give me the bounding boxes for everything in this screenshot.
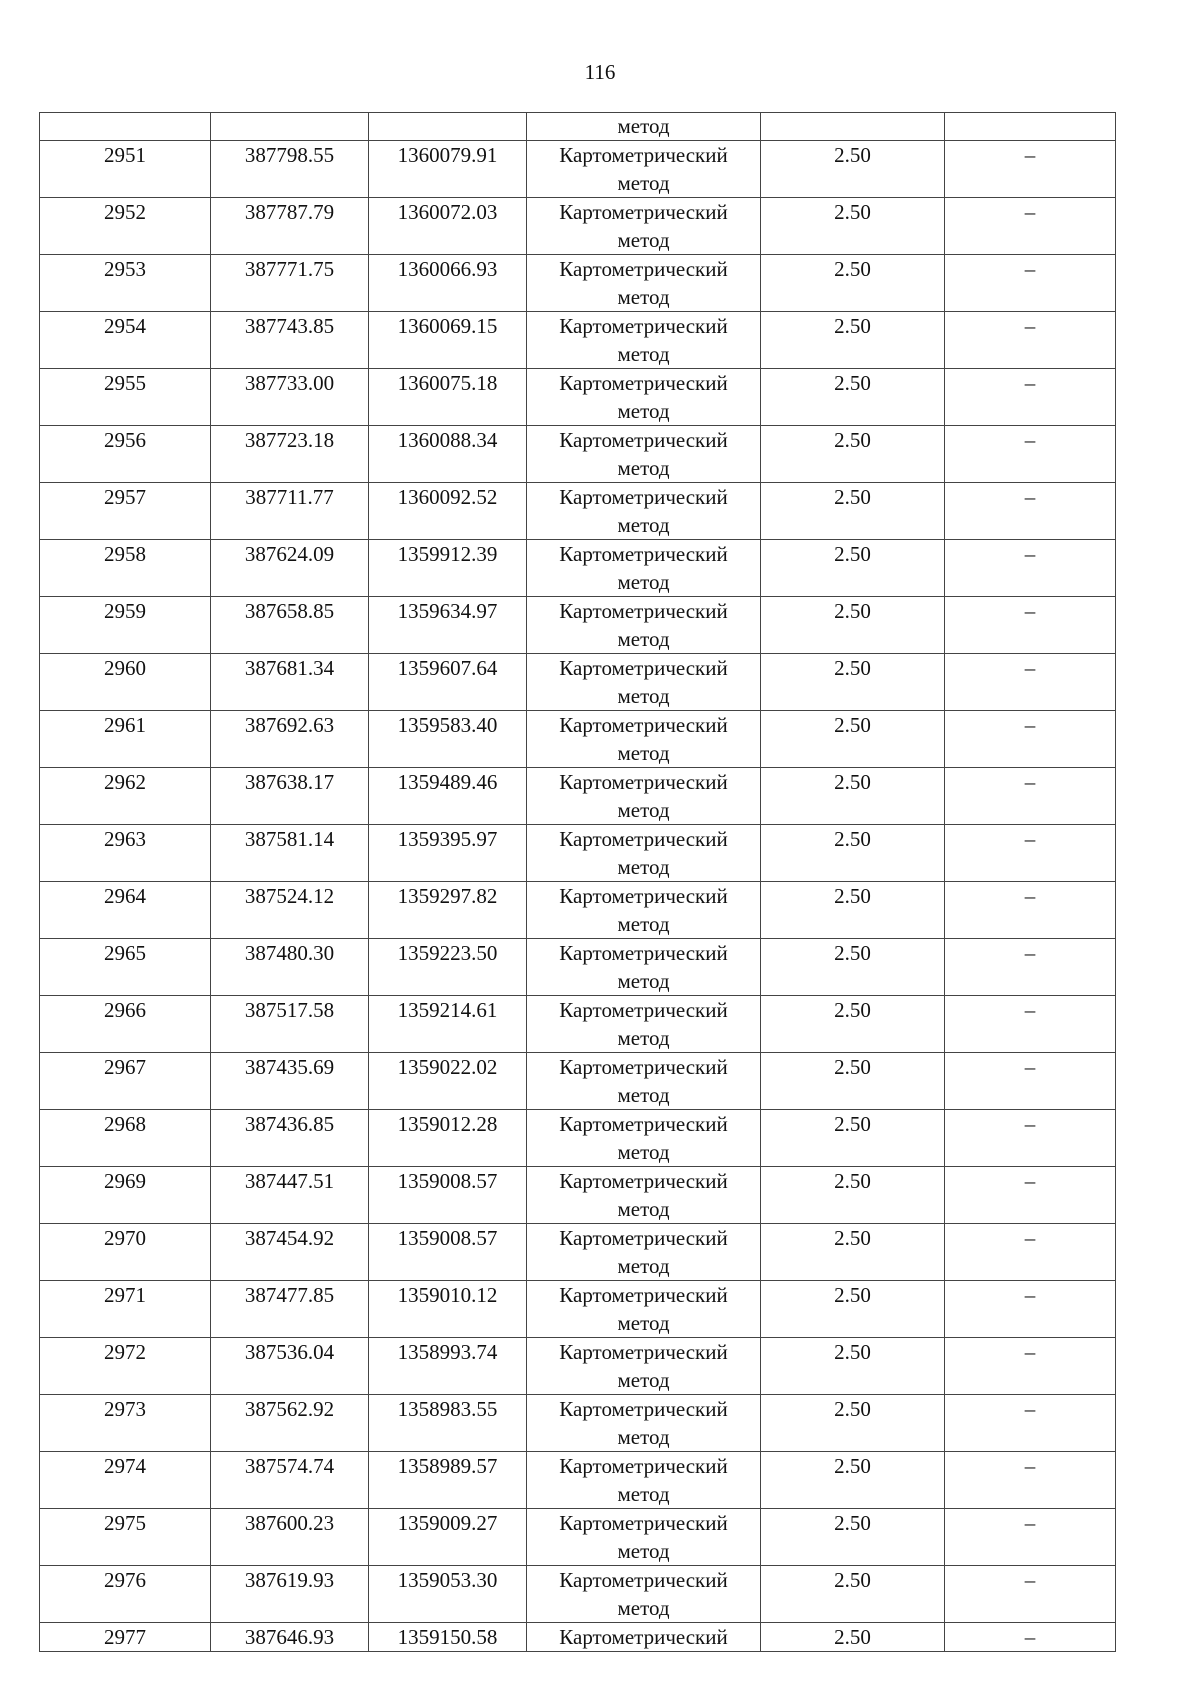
cell-y: 1359223.50 [369,939,527,996]
cell-note: – [945,825,1116,882]
cell-note: – [945,654,1116,711]
table-row [40,1110,1116,1167]
cell-point-number: 2958 [40,540,211,597]
cell-method [527,255,761,312]
cell-note: – [945,1452,1116,1509]
cell-accuracy: 2.50 [761,1452,945,1509]
cell-note: – [945,198,1116,255]
cell-accuracy: 2.50 [761,426,945,483]
cell-method [527,711,761,768]
table-row [40,1338,1116,1395]
cell-y [369,113,527,141]
cell-x: 387733.00 [211,369,369,426]
cell-point-number: 2970 [40,1224,211,1281]
cell-x: 387681.34 [211,654,369,711]
cell-point-number: 2955 [40,369,211,426]
method-line-1: Картометрический [559,998,728,1022]
cell-method [527,540,761,597]
table-row [40,369,1116,426]
cell-y: 1358993.74 [369,1338,527,1395]
cell-accuracy: 2.50 [761,1110,945,1167]
continuation-row [40,113,1116,141]
table-row [40,1224,1116,1281]
method-line-2: метод [617,570,670,594]
cell-note: – [945,996,1116,1053]
method-line-2: метод [617,1197,670,1221]
cell-y: 1359010.12 [369,1281,527,1338]
cell-note: – [945,483,1116,540]
table-row [40,825,1116,882]
cell-y: 1359022.02 [369,1053,527,1110]
method-line-2: метод [617,684,670,708]
cell-accuracy: 2.50 [761,1281,945,1338]
cell-method [527,996,761,1053]
cell-accuracy: 2.50 [761,1338,945,1395]
method-line-1: Картометрический [559,1055,728,1079]
cell-method [527,1566,761,1623]
cell-point-number: 2968 [40,1110,211,1167]
cell-x: 387574.74 [211,1452,369,1509]
table-row [40,483,1116,540]
cell-point-number: 2959 [40,597,211,654]
cell-accuracy: 2.50 [761,996,945,1053]
cell-y: 1359489.46 [369,768,527,825]
table-row [40,1395,1116,1452]
method-line-2: метод [617,456,670,480]
cell-y: 1359150.58 [369,1623,527,1652]
cell-accuracy: 2.50 [761,711,945,768]
cell-point-number: 2967 [40,1053,211,1110]
cell-x: 387646.93 [211,1623,369,1652]
cell-note: – [945,1167,1116,1224]
cell-method [527,483,761,540]
table-row [40,426,1116,483]
table-row [40,1566,1116,1623]
method-line-2: метод [617,1026,670,1050]
method-line-2: метод [617,1482,670,1506]
cell-note: – [945,1224,1116,1281]
cell-accuracy: 2.50 [761,540,945,597]
cell-x [211,113,369,141]
cell-note: – [945,1053,1116,1110]
method-line-1: Картометрический [559,656,728,680]
cell-accuracy [761,113,945,141]
cell-method [527,1338,761,1395]
cell-y: 1360075.18 [369,369,527,426]
cell-accuracy: 2.50 [761,1566,945,1623]
cell-note: – [945,540,1116,597]
cell-method [527,597,761,654]
method-line-2: метод [617,1425,670,1449]
method-line-1: Картометрический [559,143,728,167]
coordinates-table [39,112,1116,1652]
method-line-2: метод [617,399,670,423]
method-line-1: Картометрический [559,314,728,338]
cell-x: 387447.51 [211,1167,369,1224]
cell-accuracy: 2.50 [761,597,945,654]
cell-x: 387600.23 [211,1509,369,1566]
cell-y: 1359008.57 [369,1224,527,1281]
cell-point-number: 2975 [40,1509,211,1566]
cell-accuracy: 2.50 [761,654,945,711]
table-row [40,1509,1116,1566]
cell-note: – [945,255,1116,312]
cell-note: – [945,597,1116,654]
cell-point-number: 2972 [40,1338,211,1395]
cell-note: – [945,939,1116,996]
cell-method [527,1167,761,1224]
cell-y: 1359009.27 [369,1509,527,1566]
cell-x: 387658.85 [211,597,369,654]
table-row [40,1053,1116,1110]
method-line-2: метод [617,1596,670,1620]
table-row [40,255,1116,312]
cell-y: 1359607.64 [369,654,527,711]
method-line-1: Картометрический [559,599,728,623]
cell-point-number: 2966 [40,996,211,1053]
cell-x: 387436.85 [211,1110,369,1167]
cell-accuracy: 2.50 [761,1623,945,1652]
cell-y: 1360079.91 [369,141,527,198]
cell-x: 387581.14 [211,825,369,882]
method-line-1: Картометрический [559,1112,728,1136]
method-line-2: метод [617,1539,670,1563]
table-row [40,198,1116,255]
cell-point-number: 2974 [40,1452,211,1509]
cell-accuracy: 2.50 [761,1224,945,1281]
cell-note: – [945,1338,1116,1395]
cell-accuracy: 2.50 [761,825,945,882]
cell-y: 1358989.57 [369,1452,527,1509]
cell-accuracy: 2.50 [761,768,945,825]
cell-note: – [945,369,1116,426]
cell-note [945,113,1116,141]
cell-point-number: 2976 [40,1566,211,1623]
cell-point-number: 2963 [40,825,211,882]
cell-point-number: 2954 [40,312,211,369]
cell-point-number: 2971 [40,1281,211,1338]
cell-y: 1360088.34 [369,426,527,483]
cell-method [527,654,761,711]
cell-note: – [945,1566,1116,1623]
cell-y: 1359053.30 [369,1566,527,1623]
cell-method [527,939,761,996]
cell-point-number: 2960 [40,654,211,711]
cell-accuracy: 2.50 [761,483,945,540]
cell-method [527,312,761,369]
method-line-1: Картометрический [559,827,728,851]
cell-x: 387562.92 [211,1395,369,1452]
method-line-2: метод [617,228,670,252]
method-line-1: Картометрический [559,713,728,737]
method-line-1: Картометрический [559,884,728,908]
table-body [40,113,1116,1652]
method-line-1: Картометрический [559,257,728,281]
method-line-2: метод [617,855,670,879]
cell-x: 387798.55 [211,141,369,198]
cell-point-number: 2951 [40,141,211,198]
cell-note: – [945,312,1116,369]
table-row [40,312,1116,369]
method-line-2: метод [617,969,670,993]
cell-note: – [945,1509,1116,1566]
cell-x: 387711.77 [211,483,369,540]
cell-y: 1359012.28 [369,1110,527,1167]
table-row [40,597,1116,654]
cell-point-number: 2962 [40,768,211,825]
cell-accuracy: 2.50 [761,369,945,426]
method-line-1: Картометрический [559,1454,728,1478]
cell-point-number [40,113,211,141]
cell-point-number: 2964 [40,882,211,939]
cell-point-number: 2953 [40,255,211,312]
cell-x: 387524.12 [211,882,369,939]
cell-y: 1359395.97 [369,825,527,882]
cell-point-number: 2957 [40,483,211,540]
cell-method [527,1395,761,1452]
table-row [40,1281,1116,1338]
method-line-1: Картометрический [559,485,728,509]
cell-y: 1359583.40 [369,711,527,768]
method-line-2: метод [617,1368,670,1392]
cell-x: 387480.30 [211,939,369,996]
method-line-2: метод [617,171,670,195]
cell-accuracy: 2.50 [761,882,945,939]
cell-point-number: 2952 [40,198,211,255]
cell-x: 387435.69 [211,1053,369,1110]
cell-method [527,1623,761,1652]
cell-point-number: 2977 [40,1623,211,1652]
cell-x: 387787.79 [211,198,369,255]
cell-method [527,141,761,198]
cell-y: 1360069.15 [369,312,527,369]
method-line-1: Картометрический [559,200,728,224]
cell-x: 387692.63 [211,711,369,768]
cell-method [527,369,761,426]
cell-note: – [945,768,1116,825]
method-line-1: Картометрический [559,1625,728,1649]
cell-note: – [945,882,1116,939]
cell-note: – [945,426,1116,483]
cell-note: – [945,711,1116,768]
method-line-2: метод [617,342,670,366]
cell-y: 1359634.97 [369,597,527,654]
method-line-1: Картометрический [559,428,728,452]
cell-y: 1359008.57 [369,1167,527,1224]
method-line-2: метод [617,1140,670,1164]
cell-x: 387771.75 [211,255,369,312]
cell-x: 387638.17 [211,768,369,825]
cell-method [527,426,761,483]
method-line-2: метод [617,513,670,537]
cell-accuracy: 2.50 [761,1053,945,1110]
cell-method [527,1452,761,1509]
table-row [40,1167,1116,1224]
method-line-1: Картометрический [559,542,728,566]
cell-point-number: 2969 [40,1167,211,1224]
cell-method [527,198,761,255]
cell-y: 1360066.93 [369,255,527,312]
cell-y: 1359297.82 [369,882,527,939]
cell-accuracy: 2.50 [761,141,945,198]
cell-note: – [945,1281,1116,1338]
table-row [40,540,1116,597]
cell-point-number: 2965 [40,939,211,996]
method-line-1: Картометрический [559,1397,728,1421]
table-row [40,711,1116,768]
cell-method [527,1509,761,1566]
table-row [40,1623,1116,1652]
page-number: 116 [584,60,616,84]
method-line-1: Картометрический [559,941,728,965]
cell-note: – [945,1395,1116,1452]
cell-method [527,1224,761,1281]
cell-method [527,768,761,825]
table-row [40,1452,1116,1509]
cell-accuracy: 2.50 [761,198,945,255]
cell-method [527,1053,761,1110]
cell-y: 1359912.39 [369,540,527,597]
method-line-2: метод [617,627,670,651]
cell-accuracy: 2.50 [761,1509,945,1566]
method-line-2: метод [617,912,670,936]
cell-point-number: 2961 [40,711,211,768]
cell-note: – [945,141,1116,198]
method-line-2: метод [617,798,670,822]
method-line-2: метод [617,285,670,309]
cell-accuracy: 2.50 [761,312,945,369]
cell-method [527,825,761,882]
method-line-1: Картометрический [559,1283,728,1307]
cell-y: 1359214.61 [369,996,527,1053]
cell-x: 387477.85 [211,1281,369,1338]
cell-note: – [945,1110,1116,1167]
method-line-2: метод [617,741,670,765]
cell-x: 387536.04 [211,1338,369,1395]
cell-accuracy: 2.50 [761,939,945,996]
cell-accuracy: 2.50 [761,1395,945,1452]
cell-x: 387723.18 [211,426,369,483]
table-row [40,996,1116,1053]
method-line-2: метод [617,1254,670,1278]
table-row [40,939,1116,996]
cell-x: 387517.58 [211,996,369,1053]
method-line-2: метод [617,1083,670,1107]
method-line-1: Картометрический [559,1340,728,1364]
method-line-1: Картометрический [559,1169,728,1193]
method-line-1: Картометрический [559,770,728,794]
method-line-1: Картометрический [559,1568,728,1592]
method-line-1: Картометрический [559,1226,728,1250]
cell-accuracy: 2.50 [761,1167,945,1224]
cell-point-number: 2956 [40,426,211,483]
cell-note: – [945,1623,1116,1652]
table-row [40,768,1116,825]
cell-method [527,1281,761,1338]
cell-method: метод [527,113,761,141]
method-line-1: Картометрический [559,1511,728,1535]
method-line-2: метод [617,1311,670,1335]
cell-point-number: 2973 [40,1395,211,1452]
cell-y: 1360092.52 [369,483,527,540]
method-line-1: Картометрический [559,371,728,395]
cell-x: 387624.09 [211,540,369,597]
cell-x: 387743.85 [211,312,369,369]
cell-method [527,882,761,939]
cell-y: 1358983.55 [369,1395,527,1452]
cell-accuracy: 2.50 [761,255,945,312]
table-row [40,882,1116,939]
cell-x: 387619.93 [211,1566,369,1623]
cell-x: 387454.92 [211,1224,369,1281]
table-row [40,141,1116,198]
cell-method [527,1110,761,1167]
table-row [40,654,1116,711]
cell-y: 1360072.03 [369,198,527,255]
